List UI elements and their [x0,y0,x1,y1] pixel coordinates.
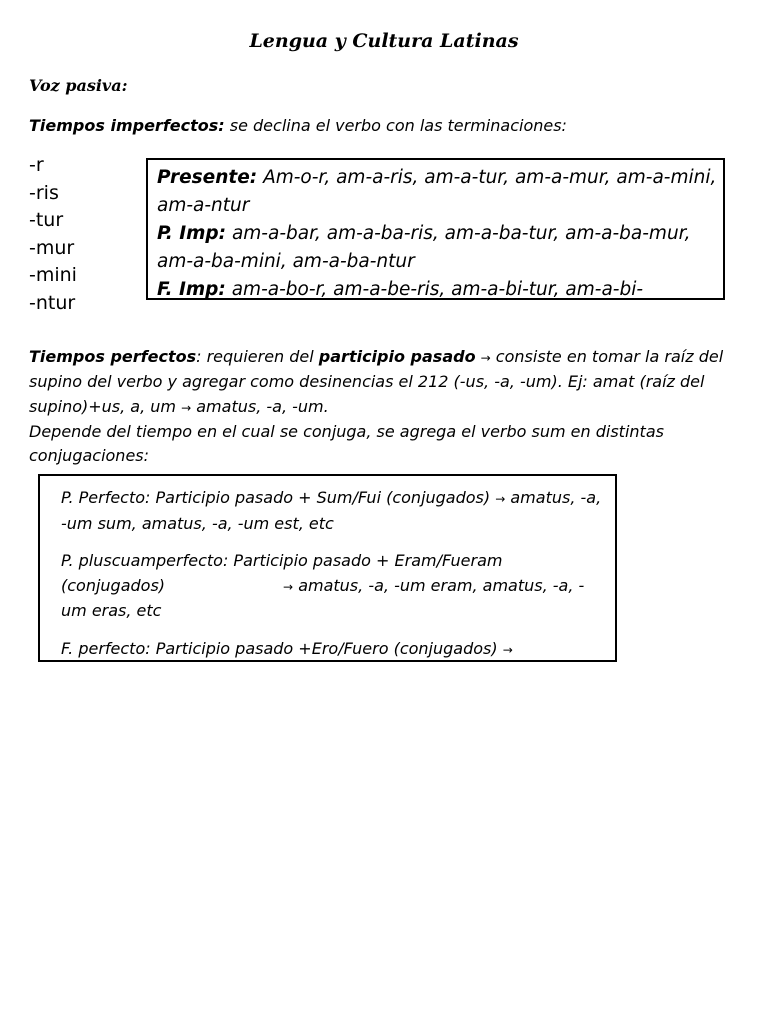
perfect-tense-row [61,486,603,536]
section-heading: Voz pasiva: [29,76,128,95]
conjugation-forms: am-a-bo-r, am-a-be-ris, am-a-bi-tur, am-a-bi- [225,279,644,300]
ending-item: -ris [29,181,59,204]
perfect-text-2: consiste en tomar la raíz del supino del verbo y agregar como desinencias el 212 (-us, -a, -um). Ej: amat (raíz del supino)+us, a, um [29,347,724,416]
conjugation-row-f-imp [157,276,717,300]
conjugation-forms: Am-o-r, am-a-ris, am-a-tur, am-a-mur, am-a-mini, am-a-ntur [157,167,717,216]
arrow-icon: → [181,400,192,415]
ending-item: -mini [29,264,77,287]
perfect-label: Tiempos perfectos [29,347,197,366]
perfect-tense-example: amatus, -a, -um sum, amatus, -a, -um est, etc [61,488,602,533]
imperfect-intro [29,116,567,135]
imperfect-text: se declina el verbo con las terminaciones: [224,116,567,135]
perfect-tense-text: F. perfecto: Participio pasado +Ero/Fuero (conjugados) [61,638,503,658]
imperfect-label: Tiempos imperfectos: [29,116,225,135]
perfect-tense-example: amatus, -a, -um eram, amatus, -a, -um eras, etc [61,575,585,620]
arrow-icon: → [283,579,294,594]
ending-item: -tur [29,209,64,232]
ending-item: -r [29,154,44,176]
perfect-tense-text: P. Perfecto: Participio pasado + Sum/Fui (conjugados) [61,488,496,507]
conjugation-label: Presente: [157,167,258,188]
ending-item: -ntur [29,291,76,314]
arrow-icon: → [502,642,513,657]
endings-list [29,152,77,318]
perfect-note: Depende del tiempo en el cual se conjuga, se agrega el verbo sum en distintas conjugaciones: [29,421,664,466]
perfect-tense-text: P. pluscuamperfecto: Participio pasado + Eram/Fueram (conjugados) [61,551,503,595]
page-title: Lengua y Cultura Latinas [249,30,519,52]
perfect-text-1: : requieren del [196,347,319,366]
conjugation-label: F. Imp: [157,279,226,300]
conjugation-row-presente [157,164,717,220]
arrow-icon: → [480,351,491,365]
perfect-paragraph [29,345,741,468]
participio-label: participio pasado [318,347,476,366]
perfect-tense-row [61,549,603,624]
perfect-explanation [29,345,741,420]
perfect-tense-row [61,637,603,663]
perfect-text-3: amatus, -a, -um. [191,396,329,416]
imperfect-conjugations-box [146,158,725,300]
arrow-icon: → [495,492,506,506]
ending-item: -mur [29,236,75,259]
perfect-tenses-box [38,474,617,662]
conjugation-forms: am-a-bar, am-a-ba-ris, am-a-ba-tur, am-a-ba-mur, am-a-ba-mini, am-a-ba-ntur [157,223,691,272]
conjugation-label: P. Imp: [157,223,227,244]
conjugation-row-p-imp [157,220,717,276]
